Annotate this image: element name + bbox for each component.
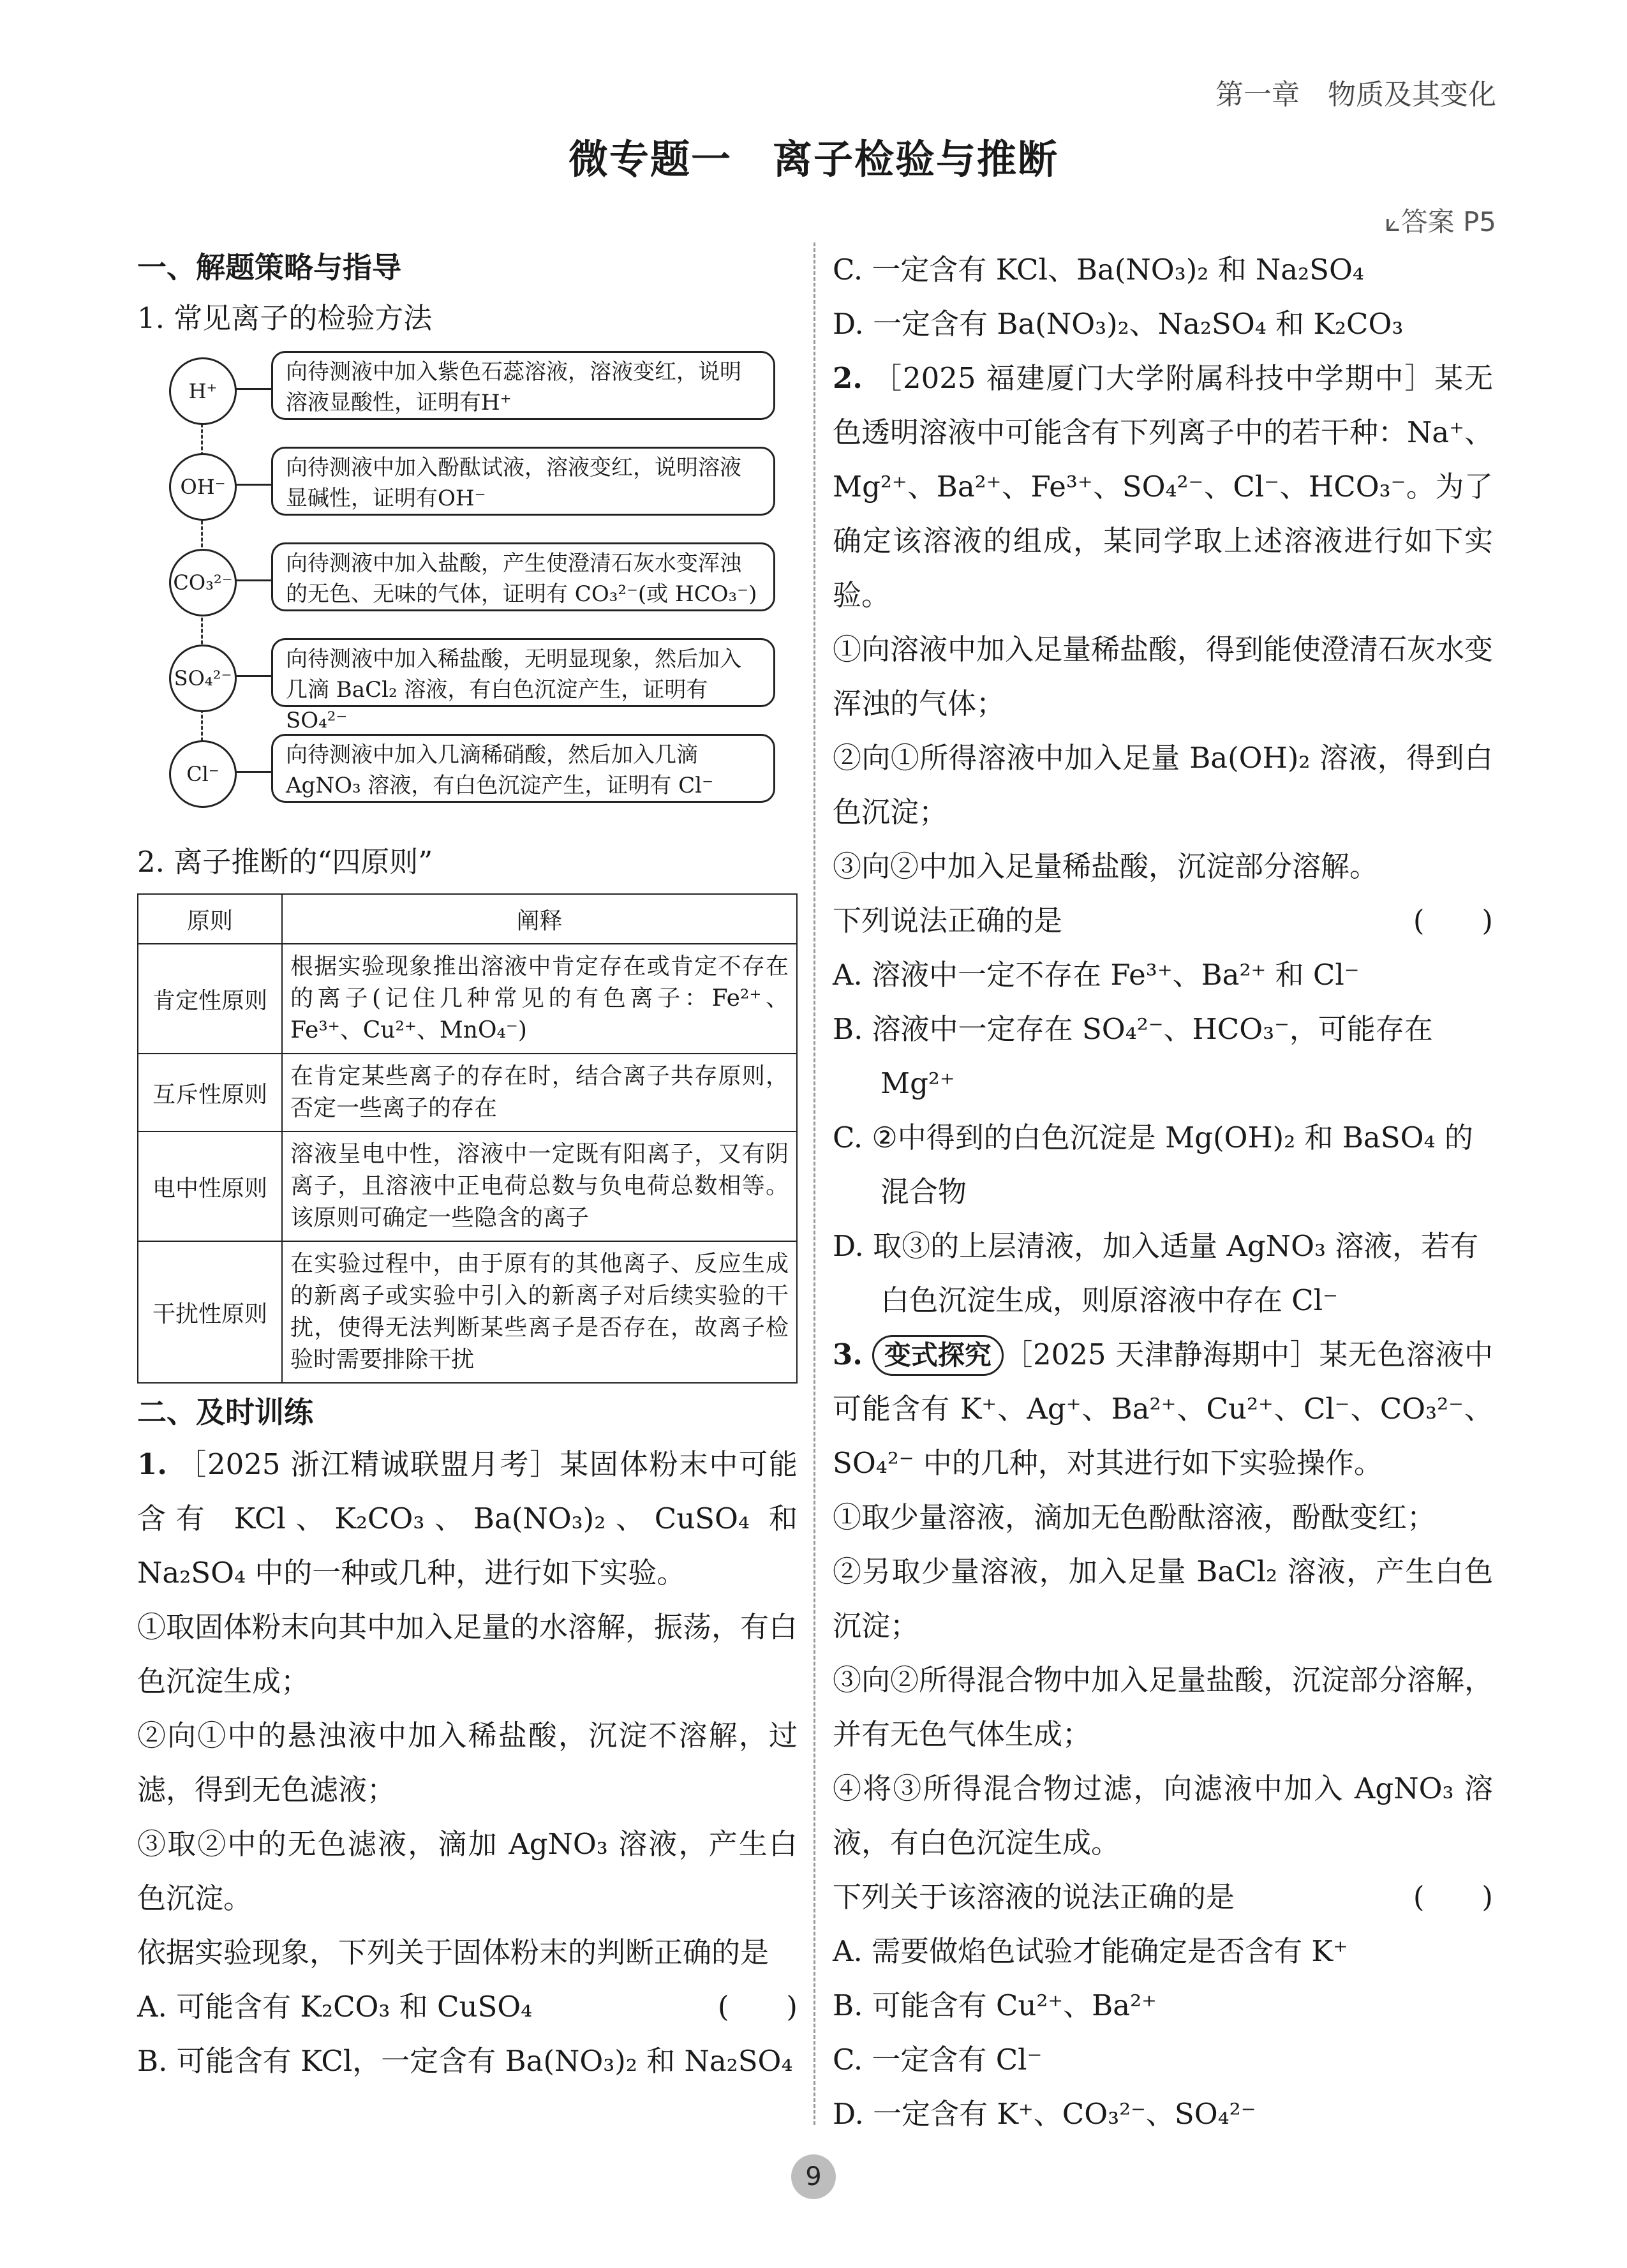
table-row [138, 1131, 797, 1241]
question-step: ①向溶液中加入足量稀盐酸，得到能使澄清石灰水变浑浊的气体； [833, 632, 1494, 720]
prompt-text: 依据实验现象，下列关于固体粉末的判断正确的是 [137, 1936, 769, 1969]
table-row [138, 944, 797, 1054]
principle-name: 干扰性原则 [138, 1241, 282, 1383]
answer-blank: ( ) [1413, 904, 1493, 937]
answer-blank: ( ) [1413, 1880, 1493, 1914]
table-row [138, 1241, 797, 1383]
ion-connector [235, 388, 271, 390]
ion-row [137, 734, 798, 810]
question-2-stem [833, 351, 1493, 622]
section-title: 二、及时训练 [137, 1395, 313, 1429]
page-number: 9 [791, 2154, 836, 2199]
question-prompt [833, 893, 1493, 948]
ion-circle: CO₃²⁻ [169, 549, 237, 616]
variant-tag: 变式探究 [872, 1335, 1004, 1376]
question-prompt [833, 1870, 1493, 1924]
principle-name: 肯定性原则 [138, 944, 282, 1054]
option-a: A. 需要做焰色试验才能确定是否含有 K⁺ [833, 1934, 1348, 1968]
question-step: ①取固体粉末向其中加入足量的水溶解，振荡，有白色沉淀生成； [137, 1610, 798, 1698]
question-step: ③向②中加入足量稀盐酸，沉淀部分溶解。 [833, 849, 1379, 883]
table-header-row [138, 894, 797, 944]
option-b: B. 溶液中一定存在 SO₄²⁻、HCO₃⁻，可能存在 Mg²⁺ [833, 1012, 1433, 1100]
ion-row [137, 351, 798, 428]
question-3-stem [833, 1327, 1493, 1490]
question-step: ②向①所得溶液中加入足量 Ba(OH)₂ 溶液，得到白色沉淀； [833, 741, 1493, 829]
ion-circle: OH⁻ [169, 453, 237, 521]
table-row [138, 1054, 797, 1131]
question-step: ③向②所得混合物中加入足量盐酸，沉淀部分溶解，并有无色气体生成； [833, 1663, 1494, 1751]
ion-test-box: 向待测液中加入酚酞试液，溶液变红，说明溶液显碱性，证明有OH⁻ [271, 447, 775, 516]
question-number: 3. [833, 1338, 863, 1371]
principle-desc: 根据实验现象推出溶液中肯定存在或肯定不存在的离子(记住几种常见的有色离子：Fe²⁺、Fe³⁺、Cu²⁺、MnO₄⁻) [282, 944, 797, 1054]
answer-reference: ⟀答案 P5 [1385, 206, 1496, 237]
option-c: C. ②中得到的白色沉淀是 Mg(OH)₂ 和 BaSO₄ 的混合物 [833, 1121, 1473, 1209]
chapter-header: 第一章 物质及其变化 [1215, 78, 1496, 111]
ion-connector [235, 579, 271, 581]
ion-row [137, 542, 798, 619]
ion-circle: SO₄²⁻ [169, 645, 237, 712]
principle-desc: 在肯定某些离子的存在时，结合离子共存原则，否定一些离子的存在 [282, 1054, 797, 1131]
option-a: A. 溶液中一定不存在 Fe³⁺、Ba²⁺ 和 Cl⁻ [833, 958, 1360, 992]
principle-name: 互斥性原则 [138, 1054, 282, 1131]
ion-circle: Cl⁻ [169, 740, 237, 808]
principles-table [137, 893, 798, 1384]
table-header: 阐释 [282, 894, 797, 944]
question-number: 1. [137, 1447, 167, 1481]
question-step: ③取②中的无色滤液，滴加 AgNO₃ 溶液，产生白色沉淀。 [137, 1827, 798, 1915]
principle-desc: 溶液呈电中性，溶液中一定既有阳离子，又有阴离子，且溶液中正电荷总数与负电荷总数相等。该原则可确定一些隐含的离子 [282, 1131, 797, 1241]
question-text: ［2025 天津静海期中］某无色溶液中可能含有 K⁺、Ag⁺、Ba²⁺、Cu²⁺、Cl⁻、CO₃²⁻、SO₄²⁻ 中的几种，对其进行如下实验操作。 [833, 1338, 1493, 1480]
subsection-title: 1. 常见离子的检验方法 [137, 301, 433, 335]
option-d: D. 一定含有 Ba(NO₃)₂、Na₂SO₄ 和 K₂CO₃ [833, 307, 1404, 341]
table-header: 原则 [138, 894, 282, 944]
question-step: ①取少量溶液，滴加无色酚酞溶液，酚酞变红； [833, 1500, 1436, 1534]
ion-test-box: 向待测液中加入几滴稀硝酸，然后加入几滴 AgNO₃ 溶液，有白色沉淀产生，证明有 Cl⁻ [271, 734, 775, 803]
option-d: D. 取③的上层清液，加入适量 AgNO₃ 溶液，若有白色沉淀生成，则原溶液中存在 Cl⁻ [833, 1229, 1479, 1317]
question-1-stem [137, 1437, 798, 1600]
right-column [833, 242, 1493, 2141]
question-step: ②向①中的悬浊液中加入稀盐酸，沉淀不溶解，过滤，得到无色滤液； [137, 1719, 798, 1807]
ion-test-box: 向待测液中加入紫色石蕊溶液，溶液变红，说明溶液显酸性，证明有H⁺ [271, 351, 775, 420]
ion-test-box: 向待测液中加入盐酸，产生使澄清石灰水变浑浊的无色、无味的气体，证明有 CO₃²⁻(或 HCO₃⁻) [271, 542, 775, 611]
option-b: B. 可能含有 KCl，一定含有 Ba(NO₃)₂ 和 Na₂SO₄ [137, 2044, 793, 2078]
question-step: ④将③所得混合物过滤，向滤液中加入 AgNO₃ 溶液，有白色沉淀生成。 [833, 1772, 1493, 1860]
question-number: 2. [833, 361, 863, 395]
section-title: 一、解题策略与指导 [137, 250, 401, 285]
prompt-text: 下列说法正确的是 [833, 904, 1063, 937]
ion-connector [235, 675, 271, 677]
ion-test-diagram [137, 351, 798, 836]
option-b: B. 可能含有 Cu²⁺、Ba²⁺ [833, 1988, 1157, 2022]
option-c: C. 一定含有 Cl⁻ [833, 2043, 1043, 2077]
prompt-text: 下列关于该溶液的说法正确的是 [833, 1880, 1235, 1914]
page-title: 微专题一 离子检验与推断 [568, 136, 1059, 183]
column-divider [814, 242, 815, 2125]
left-column [137, 242, 798, 2088]
question-text: ［2025 浙江精诚联盟月考］某固体粉末中可能含有 KCl、K₂CO₃、Ba(NO₃)₂、CuSO₄ 和 Na₂SO₄ 中的一种或几种，进行如下实验。 [137, 1447, 798, 1590]
question-text: ［2025 福建厦门大学附属科技中学期中］某无色透明溶液中可能含有下列离子中的若干种：Na⁺、Mg²⁺、Ba²⁺、Fe³⁺、SO₄²⁻、Cl⁻、HCO₃⁻。为了确定该溶液的组成，某同学取上述溶液进行如下实验。 [833, 361, 1493, 612]
principle-desc: 在实验过程中，由于原有的其他离子、反应生成的新离子或实验中引入的新离子对后续实验的干扰，使得无法判断某些离子是否存在，故离子检验时需要排除干扰 [282, 1241, 797, 1383]
ion-row [137, 638, 798, 733]
answer-blank: ( ) [717, 1990, 798, 2024]
option-a: A. 可能含有 K₂CO₃ 和 CuSO₄ [137, 1990, 533, 2024]
option-d: D. 一定含有 K⁺、CO₃²⁻、SO₄²⁻ [833, 2097, 1256, 2131]
principle-name: 电中性原则 [138, 1131, 282, 1241]
ion-row [137, 447, 798, 523]
question-step: ②另取少量溶液，加入足量 BaCl₂ 溶液，产生白色沉淀； [833, 1555, 1493, 1643]
ion-connector [235, 771, 271, 773]
option-c: C. 一定含有 KCl、Ba(NO₃)₂ 和 Na₂SO₄ [833, 253, 1364, 287]
subsection-title: 2. 离子推断的“四原则” [137, 845, 433, 879]
ion-circle: H⁺ [169, 357, 237, 425]
ion-connector [235, 484, 271, 486]
ion-test-box: 向待测液中加入稀盐酸，无明显现象，然后加入几滴 BaCl₂ 溶液，有白色沉淀产生，证明有 SO₄²⁻ [271, 638, 775, 707]
